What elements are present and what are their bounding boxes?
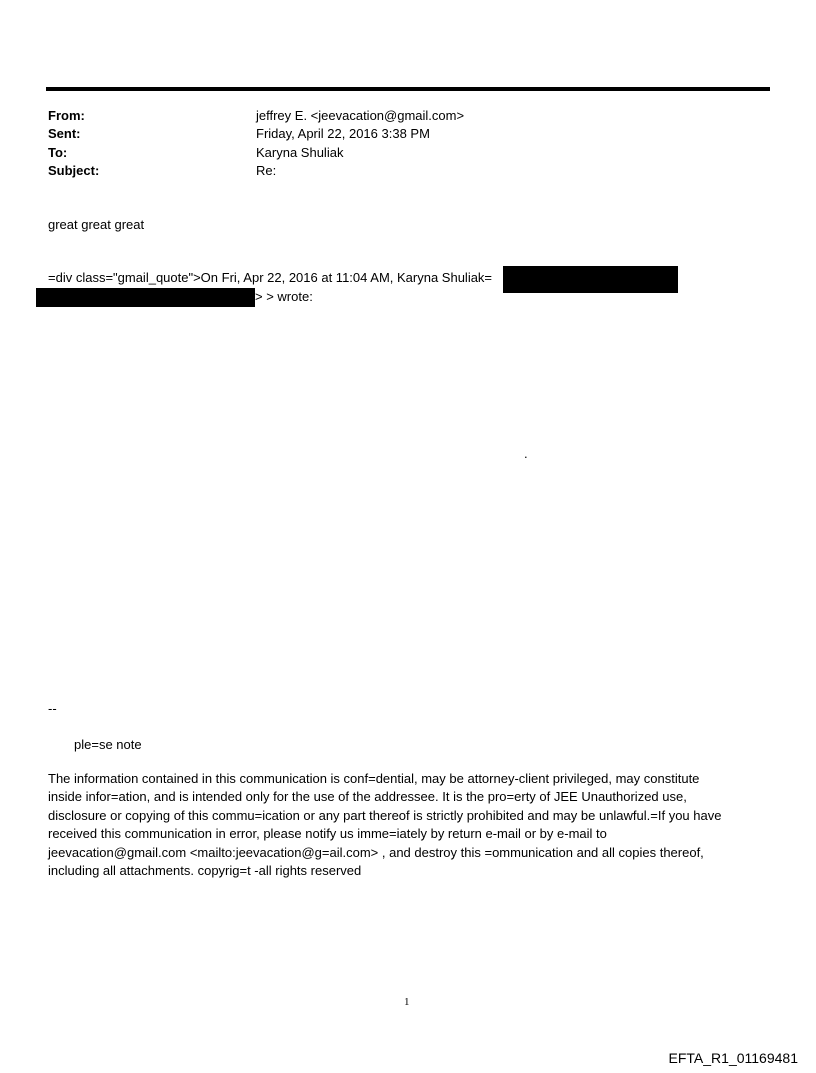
disclaimer-line: jeevacation@gmail.com <mailto:jeevacation@g=ail.com> , and destroy this =ommunication and all copies thereof, xyxy=(48,844,704,860)
disclaimer-line: received this communication in error, please notify us imme=iately by return e-mail or by e-mail to xyxy=(48,826,607,842)
quote-line-1: =div class="gmail_quote">On Fri, Apr 22, 2016 at 11:04 AM, Karyna Shuliak= xyxy=(48,270,493,285)
signature-note: ple=se note xyxy=(74,737,142,752)
bates-number: EFTA_R1_01169481 xyxy=(668,1050,798,1066)
disclaimer-line: inside infor=ation, and is intended only for the use of the addressee. It is the pro=erty of JEE Unauthorized use, xyxy=(48,789,687,805)
stray-dot: . xyxy=(524,446,528,461)
header-rule xyxy=(46,87,770,91)
page-number: 1 xyxy=(404,996,410,1008)
reply-text: great great great xyxy=(48,217,145,232)
to-label: To: xyxy=(48,145,68,160)
disclaimer-line: including all attachments. copyrig=t -all rights reserved xyxy=(48,863,362,879)
from-value: jeffrey E. <jeevacation@gmail.com> xyxy=(256,108,465,123)
disclaimer-line: The information contained in this communication is conf=dential, may be attorney-client privileged, may constitute xyxy=(48,771,700,786)
redaction-box xyxy=(36,288,255,307)
from-label: From: xyxy=(48,108,85,123)
sent-value: Friday, April 22, 2016 3:38 PM xyxy=(256,126,430,141)
to-value: Karyna Shuliak xyxy=(256,145,344,160)
quote-line-2: > > wrote: xyxy=(255,289,313,304)
subject-value: Re: xyxy=(256,163,277,178)
redaction-box xyxy=(503,266,678,293)
disclaimer-paragraph xyxy=(48,770,772,880)
subject-label: Subject: xyxy=(48,163,100,178)
sent-label: Sent: xyxy=(48,126,81,141)
disclaimer-line: disclosure or copying of this commu=ication or any part thereof is strictly prohibited and may be unlawful.=If you have xyxy=(48,807,722,823)
signature-dashes: -- xyxy=(48,701,57,716)
